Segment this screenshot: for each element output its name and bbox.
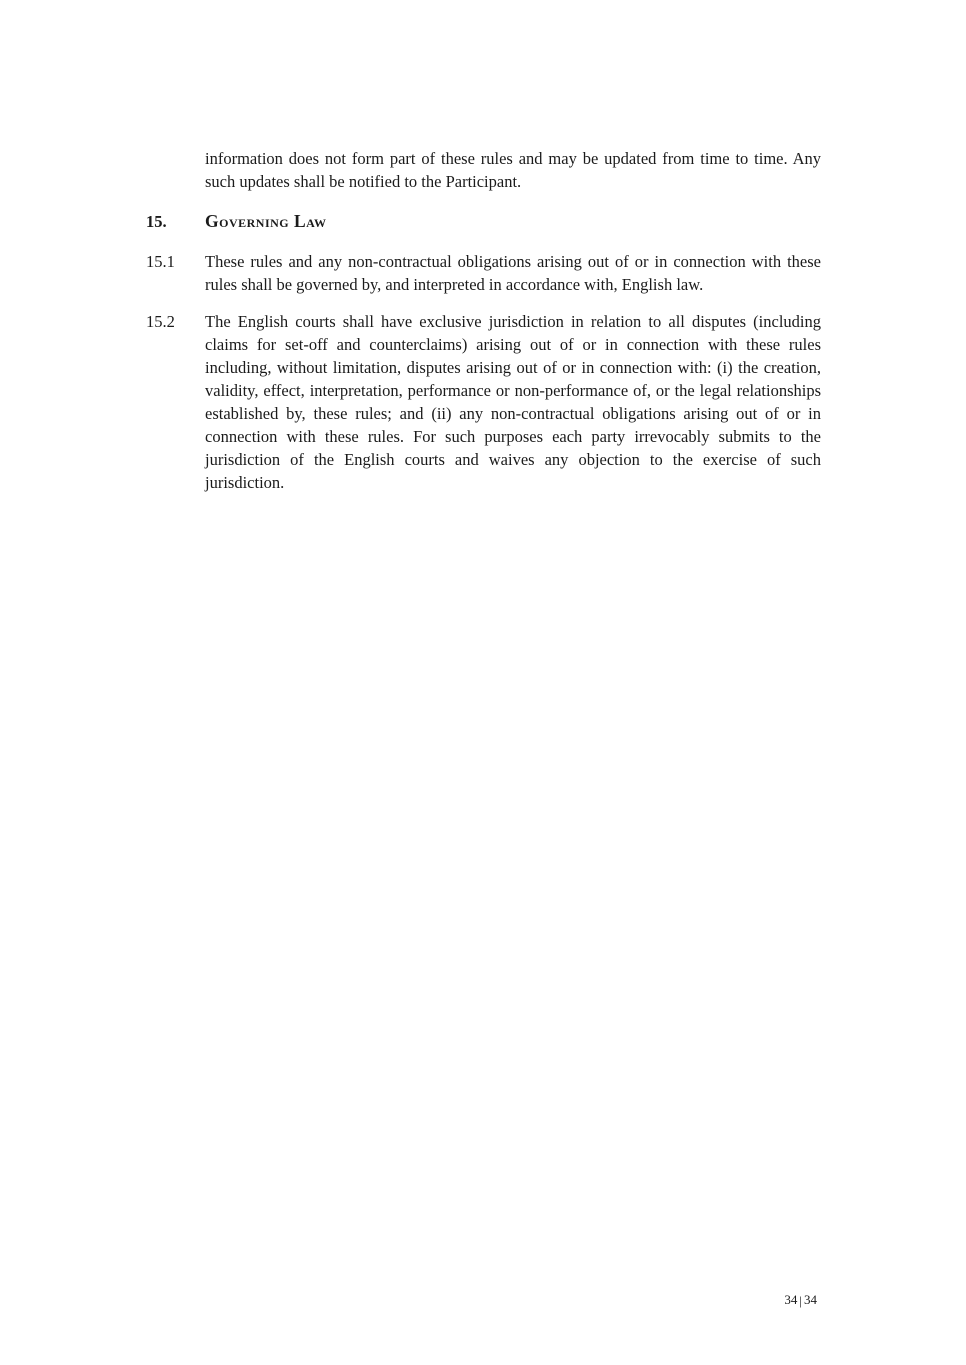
section-heading [146, 210, 822, 233]
section-number: 15. [146, 212, 167, 231]
continuation-paragraph: information does not form part of these rules and may be updated from time to time. Any such updates shall be notified to the Participant. [205, 149, 821, 191]
page-separator: | [799, 1293, 802, 1308]
section-title: Governing Law [205, 211, 327, 231]
page-total: 34 [804, 1292, 817, 1307]
page-current: 34 [784, 1292, 798, 1307]
clause-text: These rules and any non-contractual obligations arising out of or in connection with these rules shall be governed by, and interpreted in accordance with, English law. [205, 252, 821, 294]
clause-number: 15.2 [146, 312, 175, 331]
page-number-footer [784, 1292, 817, 1308]
clause-number: 15.1 [146, 252, 175, 271]
clause-text: The English courts shall have exclusive jurisdiction in relation to all disputes (including claims for set-off and counterclaims) arising out of or in connection with these rules including, without limitation, disputes arising out of or in connection with: (i) the creation, validity, effect, interpretation, performance or non-performance of, or the legal relationships established by, these rules; and (ii) any non-contractual obligations arising out of or in connection with these rules. For such purposes each party irrevocably submits to the jurisdiction of the English courts and waives any objection to the exercise of such jurisdiction. [205, 312, 821, 492]
clause-15-2 [146, 310, 822, 494]
clause-15-1 [146, 250, 822, 296]
page-content [146, 147, 822, 508]
